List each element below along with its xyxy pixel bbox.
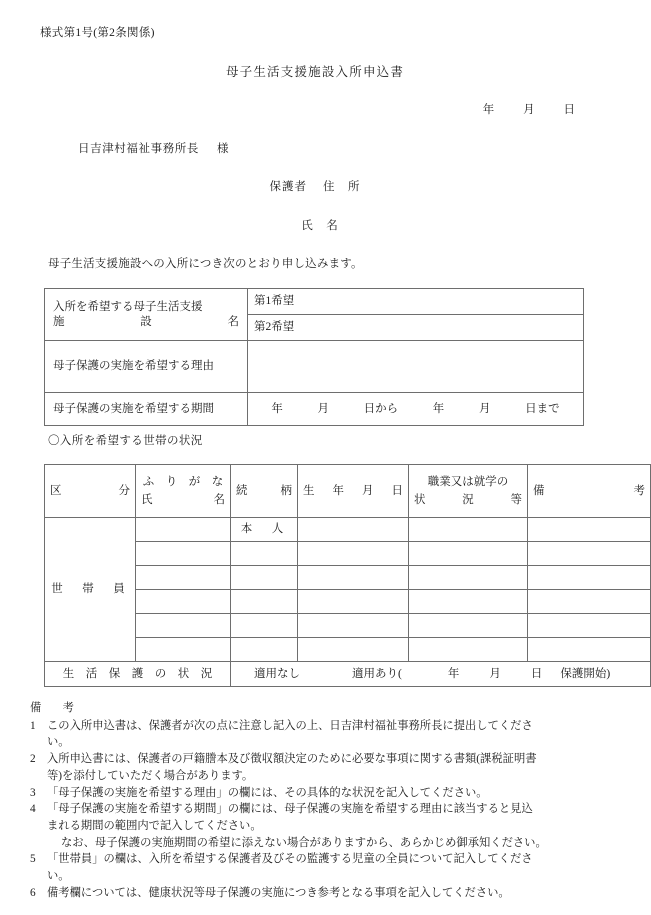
member-dob-cell[interactable] xyxy=(298,566,409,590)
table-row xyxy=(45,289,584,315)
note-continuation: い。 xyxy=(47,736,70,749)
reason-label-cell: 母子保護の実施を希望する理由 xyxy=(45,341,248,393)
note-number: 3 xyxy=(30,786,36,799)
note-item xyxy=(30,751,608,768)
note-item xyxy=(30,718,608,735)
guardian-name-label: 氏 名 xyxy=(301,220,339,232)
member-relation-cell[interactable] xyxy=(231,590,298,614)
note-number: 6 xyxy=(30,886,36,899)
column-header-relation xyxy=(231,465,298,518)
member-occupation-cell[interactable] xyxy=(409,542,528,566)
note-text: 「世帯員」の欄は、入所を希望する保護者及びその監護する児童の全員について記入してくださ xyxy=(47,853,533,866)
welfare-status-label-cell: 生 活 保 護 の 状 況 xyxy=(45,662,231,687)
reason-value-cell[interactable] xyxy=(248,341,584,393)
table-row xyxy=(45,518,651,542)
household-member-label-cell: 世 帯 員 xyxy=(45,518,136,662)
member-occupation-cell[interactable] xyxy=(409,638,528,662)
facility-choice1-cell[interactable]: 第1希望 xyxy=(248,289,584,315)
member-relation-cell[interactable] xyxy=(231,614,298,638)
column-header-kubun xyxy=(45,465,136,518)
dob-2: 年 xyxy=(332,484,344,497)
member-dob-cell[interactable] xyxy=(298,590,409,614)
member-dob-cell[interactable] xyxy=(298,518,409,542)
member-occupation-cell[interactable] xyxy=(409,614,528,638)
member-dob-cell[interactable] xyxy=(298,542,409,566)
note-number: 5 xyxy=(30,853,36,866)
relation-right: 柄 xyxy=(280,484,292,497)
table-row xyxy=(45,542,651,566)
occupation-line2-2: 況 xyxy=(462,493,474,506)
date-day-label: 日 xyxy=(563,104,575,116)
facility-label-line2 xyxy=(53,315,239,329)
member-furigana-cell[interactable] xyxy=(136,614,231,638)
welfare-status-value-cell[interactable] xyxy=(231,662,651,687)
member-occupation-cell[interactable] xyxy=(409,518,528,542)
guardian-address-line xyxy=(0,178,630,194)
period-to-year: 年 xyxy=(432,402,445,415)
addressee-suffix: 様 xyxy=(217,143,230,155)
note-number: 2 xyxy=(30,753,36,766)
date-year-label: 年 xyxy=(482,104,495,116)
submission-date-line xyxy=(483,101,575,117)
table-header-row xyxy=(45,465,651,518)
note-item xyxy=(30,801,608,818)
member-note-cell[interactable] xyxy=(528,614,651,638)
furigana-label: ふ り が な xyxy=(142,476,224,489)
guardian-name-line xyxy=(0,217,630,233)
facility-label-line1: 入所を希望する母子生活支援 xyxy=(53,301,203,314)
welfare-start-label: 保護開始) xyxy=(560,667,611,680)
welfare-option-none[interactable]: 適用なし xyxy=(254,667,300,680)
note-text: 備考欄については、健康状況等母子保護の実施につき参考となる事項を記入してください。 xyxy=(47,886,510,899)
welfare-day-label: 日 xyxy=(530,667,543,680)
document-title: 母子生活支援施設入所申込書 xyxy=(225,65,405,79)
household-section-heading: 〇入所を希望する世帯の状況 xyxy=(48,435,203,447)
member-occupation-cell[interactable] xyxy=(409,590,528,614)
member-note-cell[interactable] xyxy=(528,638,651,662)
column-header-dob xyxy=(298,465,409,518)
member-furigana-cell[interactable] xyxy=(136,566,231,590)
member-note-cell[interactable] xyxy=(528,566,651,590)
intro-sentence: 母子生活支援施設への入所につき次のとおり申し込みます。 xyxy=(48,258,363,270)
table-row xyxy=(45,341,584,393)
addressee-line xyxy=(78,140,229,156)
facility-label-line2-mid: 設 xyxy=(140,315,152,328)
table-row xyxy=(45,614,651,638)
name-right: 名 xyxy=(213,493,225,506)
guardian-label: 保護者 xyxy=(269,181,307,193)
period-from-day: 日から xyxy=(363,402,399,415)
dob-4: 日 xyxy=(391,484,403,497)
note-number: 4 xyxy=(30,803,36,816)
column-header-occupation xyxy=(409,465,528,518)
note-continuation: い。 xyxy=(47,870,70,883)
member-relation-cell[interactable] xyxy=(231,638,298,662)
member-dob-cell[interactable] xyxy=(298,614,409,638)
welfare-option-yes[interactable]: 適用あり( xyxy=(352,667,402,680)
note-left: 備 xyxy=(533,484,545,497)
note-item xyxy=(30,885,608,902)
member-furigana-cell[interactable] xyxy=(136,638,231,662)
facility-label-line2-left: 施 xyxy=(53,315,65,328)
dob-1: 生 xyxy=(303,484,315,497)
period-to-day: 日まで xyxy=(525,402,560,415)
dob-3: 月 xyxy=(362,484,374,497)
member-occupation-cell[interactable] xyxy=(409,566,528,590)
occupation-line1: 職業又は就学の xyxy=(427,476,509,489)
facility-wish-table xyxy=(44,288,584,426)
table-row xyxy=(45,393,584,426)
guardian-address-label: 住 所 xyxy=(323,181,361,193)
household-status-table xyxy=(44,464,651,687)
occupation-line2-1: 状 xyxy=(414,493,426,506)
note-item xyxy=(30,785,608,802)
welfare-month-label: 月 xyxy=(489,667,501,680)
note-continuation-indented: なお、母子保護の実施期間の希望に添えない場合がありますから、あらかじめ御承知ください。 xyxy=(61,836,547,849)
relation-left: 続 xyxy=(236,484,248,497)
addressee-name: 日吉津村福祉事務所長 xyxy=(78,143,199,155)
facility-label-line2-right: 名 xyxy=(227,315,239,328)
occupation-line2-3: 等 xyxy=(510,493,522,506)
member-furigana-cell[interactable] xyxy=(136,542,231,566)
notes-section xyxy=(30,700,608,902)
table-row xyxy=(45,566,651,590)
facility-choice2-cell[interactable]: 第2希望 xyxy=(248,315,584,341)
member-note-cell[interactable] xyxy=(528,542,651,566)
note-right: 考 xyxy=(633,484,645,497)
period-to-month: 月 xyxy=(478,402,491,415)
note-continuation: まれる期間の範囲内で記入してください。 xyxy=(47,820,262,833)
period-from-month: 月 xyxy=(317,402,329,415)
note-text: 「母子保護の実施を希望する期間」の欄には、母子保護の実施を希望する理由に該当すると見込 xyxy=(47,803,533,816)
note-text: 「母子保護の実施を希望する理由」の欄には、その具体的な状況を記入してください。 xyxy=(47,786,488,799)
kubun-right: 分 xyxy=(118,484,130,497)
notes-title: 備 考 xyxy=(30,702,79,714)
column-header-name xyxy=(136,465,231,518)
member-relation-cell[interactable] xyxy=(231,566,298,590)
table-row xyxy=(45,590,651,614)
member-relation-cell[interactable] xyxy=(231,542,298,566)
member-note-cell[interactable] xyxy=(528,518,651,542)
form-code: 様式第1号(第2条関係) xyxy=(40,27,155,39)
welfare-year-label: 年 xyxy=(447,667,460,680)
note-continuation: 等)を添付していただく場合があります。 xyxy=(47,769,254,782)
member-note-cell[interactable] xyxy=(528,590,651,614)
note-text: この入所申込書は、保護者が次の点に注意し記入の上、日吉津村福祉事務所長に提出してくださ xyxy=(47,719,533,732)
period-label-cell: 母子保護の実施を希望する期間 xyxy=(45,393,248,426)
note-number: 1 xyxy=(30,719,36,732)
table-row xyxy=(45,662,651,687)
member-dob-cell[interactable] xyxy=(298,638,409,662)
facility-name-label-cell xyxy=(45,289,248,341)
date-month-label: 月 xyxy=(523,104,535,116)
table-row xyxy=(45,638,651,662)
member-furigana-cell[interactable] xyxy=(136,518,231,542)
note-item xyxy=(30,851,608,868)
name-left: 氏 xyxy=(141,493,153,506)
member-furigana-cell[interactable] xyxy=(136,590,231,614)
period-value-cell[interactable] xyxy=(248,393,584,426)
note-text: 入所申込書には、保護者の戸籍謄本及び徴収額決定のために必要な事項に関する書類(課税証明書 xyxy=(47,753,537,766)
member-relation-cell[interactable]: 本 人 xyxy=(231,518,298,542)
kubun-left: 区 xyxy=(50,484,62,497)
column-header-note xyxy=(528,465,651,518)
period-from-year: 年 xyxy=(271,402,283,415)
